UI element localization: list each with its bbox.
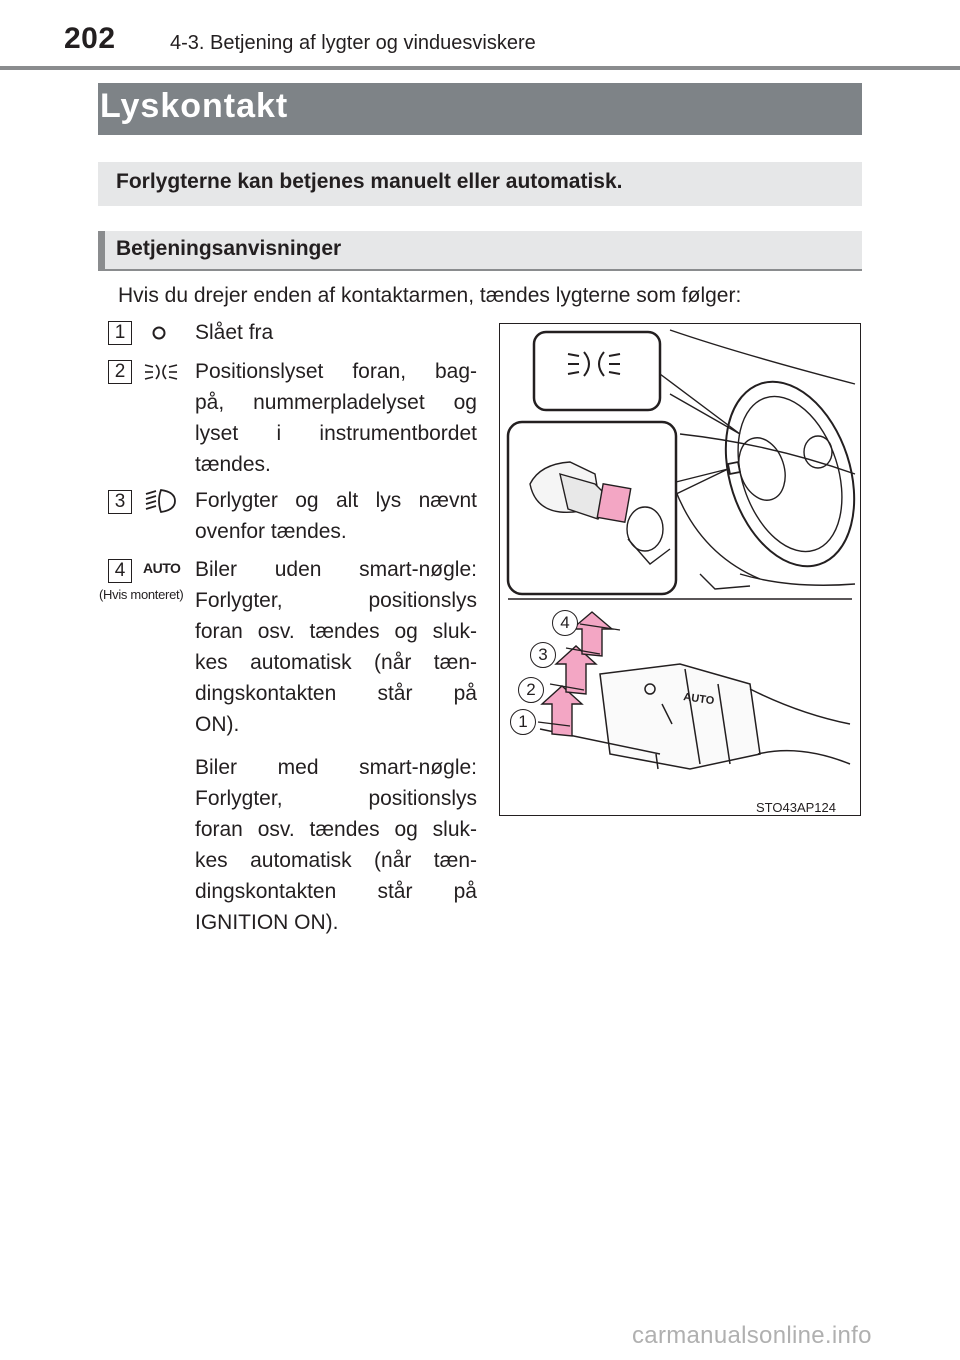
item-4-line: foran osv. tændes og sluk- [195,818,477,841]
page-number: 202 [64,22,116,55]
switch-auto-label: AUTO [682,691,715,708]
position-light-icon [143,360,179,384]
item-1-text [195,317,477,348]
item-number-4: 4 [108,559,132,583]
item-2-line: tændes. [195,453,271,476]
item-3-line: Forlygter og alt lys nævnt [195,489,477,512]
item-4-line: IGNITION ON). [195,911,339,934]
item-2-text [195,356,477,480]
item-4-line: Forlygter, positionslys [195,589,477,612]
item-2-line: lyset i instrumentbordet [195,422,477,445]
intro-text: Forlygterne kan betjenes manuelt eller automatisk. [116,170,623,193]
item-number-3: 3 [108,490,132,514]
chapter-title: 4-3. Betjening af lygter og vinduesviskere [170,32,536,54]
off-icon [150,324,168,342]
item-4-line: Biler med smart-nøgle: [195,756,477,779]
item-4-line: Forlygter, positionslys [195,787,477,810]
item-4-line: foran osv. tændes og sluk- [195,620,477,643]
item-2-line: på, nummerpladelyset og [195,391,477,414]
callout-1: 1 [510,709,536,735]
auto-icon: AUTO [143,560,181,576]
header-rule [0,66,960,70]
item-4-line: ON). [195,713,240,736]
item-1-line: Slået fra [195,321,274,344]
lead-text: Hvis du drejer enden af kontaktarmen, tændes lygterne som følger: [118,284,742,307]
callout-2: 2 [518,677,544,703]
subheading-accent [98,231,105,271]
callout-4: 4 [552,610,578,636]
optional-note: (Hvis monteret) [99,587,184,602]
light-switch-figure [499,323,861,816]
item-4-line: kes automatisk (når tæn- [195,651,477,674]
callout-3: 3 [530,642,556,668]
headlight-icon [143,487,177,515]
watermark: carmanualsonline.info [632,1322,872,1349]
item-3-text [195,485,477,547]
item-2-line: Positionslyset foran, bag- [195,360,477,383]
section-title: Lyskontakt [100,87,289,125]
subheading-text: Betjeningsanvisninger [116,237,342,260]
item-4-line: dingskontakten står på [195,880,477,903]
item-number-2: 2 [108,360,132,384]
item-4-line: kes automatisk (når tæn- [195,849,477,872]
item-3-line: ovenfor tændes. [195,520,347,543]
item-4-text [195,554,477,938]
item-4-line: Biler uden smart-nøgle: [195,558,477,581]
item-number-1: 1 [108,321,132,345]
figure-code: STO43AP124 [756,800,836,815]
item-4-line: dingskontakten står på [195,682,477,705]
light-switch-illustration [500,324,859,814]
